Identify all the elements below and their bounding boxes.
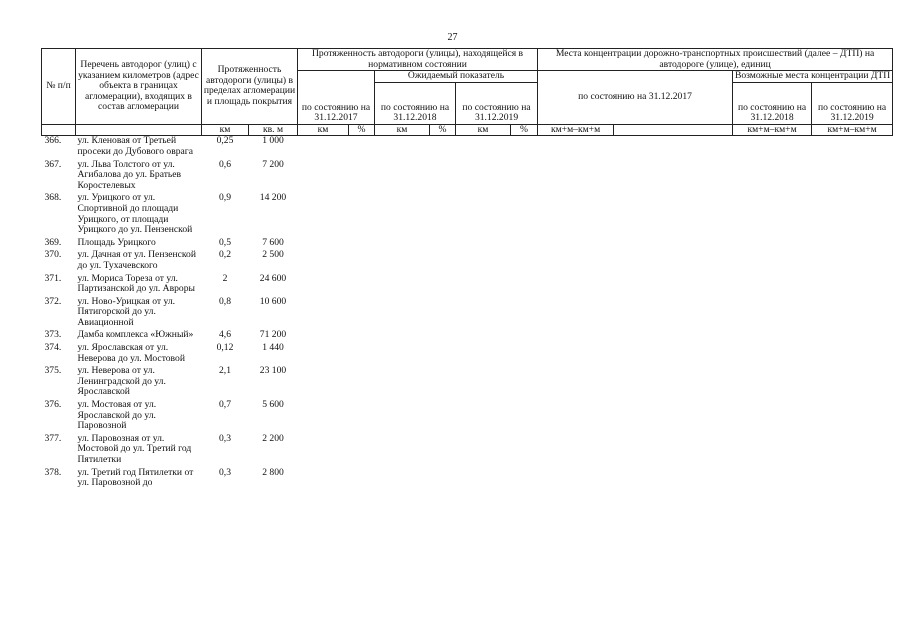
empty-cell <box>456 468 511 491</box>
empty-cell <box>456 366 511 400</box>
road-area-sqm: 10 600 <box>259 295 287 307</box>
empty-cell <box>349 193 375 237</box>
empty-cell <box>456 238 511 251</box>
empty-cell <box>349 343 375 366</box>
road-length-km: 0,3 <box>219 432 231 444</box>
empty-cell <box>511 238 538 251</box>
empty-cell <box>375 366 430 400</box>
empty-cell <box>812 238 893 251</box>
road-area-sqm: 2 200 <box>262 432 284 444</box>
empty-cell <box>614 434 733 468</box>
empty-cell <box>430 468 456 491</box>
table-row <box>42 366 893 400</box>
table-row <box>42 193 893 237</box>
empty-cell <box>349 274 375 297</box>
empty-cell <box>614 250 733 273</box>
empty-cell <box>614 400 733 434</box>
empty-cell <box>375 238 430 251</box>
unit-pct: % <box>430 124 456 136</box>
unit-km-m-range: км+м–км+м <box>538 124 614 136</box>
row-number: 373. <box>44 329 62 341</box>
empty-cell <box>375 400 430 434</box>
row-number: 372. <box>44 295 62 307</box>
empty-cell <box>349 434 375 468</box>
empty-cell <box>733 400 812 434</box>
road-name: Дамба комплекса «Южный» <box>77 329 194 341</box>
table-row <box>42 434 893 468</box>
empty-cell <box>456 434 511 468</box>
empty-cell <box>614 468 733 491</box>
unit-pct: % <box>349 124 375 136</box>
empty-cell <box>538 193 614 237</box>
header-possible-2018: по состоянию на 31.12.2018 <box>733 82 812 124</box>
header-normative-state: Протяженность автодороги (улицы), находящейся в нормативном состоянии <box>298 49 538 71</box>
empty-cell <box>298 400 349 434</box>
row-number: 371. <box>44 272 62 284</box>
empty-cell <box>511 400 538 434</box>
road-area-sqm: 1 440 <box>262 342 284 354</box>
empty-cell <box>733 250 812 273</box>
empty-cell <box>538 468 614 491</box>
empty-cell <box>298 274 349 297</box>
header-expected-2019: по состоянию на 31.12.2019 <box>456 82 538 124</box>
road-length-km: 0,7 <box>219 399 231 411</box>
table-header <box>42 49 893 136</box>
road-length-km: 0,5 <box>219 236 231 248</box>
empty-cell <box>614 238 733 251</box>
road-name: ул. Кленовая от Третьей просеки до Дубового оврага <box>77 135 193 157</box>
empty-cell <box>733 136 812 160</box>
empty-cell <box>456 400 511 434</box>
empty-cell <box>511 343 538 366</box>
road-length-km: 0,9 <box>219 192 231 204</box>
empty-cell <box>733 366 812 400</box>
empty-cell <box>733 434 812 468</box>
road-name: ул. Мостовая от ул. Ярославской до ул. Паровозной <box>77 399 157 432</box>
empty-cell <box>456 297 511 331</box>
road-name: ул. Урицкого от ул. Спортивной до площади Урицкого, от площади Урицкого до ул. Пензенской <box>77 192 193 236</box>
empty-cell <box>511 468 538 491</box>
empty-cell <box>812 468 893 491</box>
road-length-km: 0,6 <box>219 158 231 170</box>
road-area-sqm: 5 600 <box>262 399 284 411</box>
road-length-km: 4,6 <box>219 329 231 341</box>
empty-cell <box>456 330 511 343</box>
empty-cell <box>511 330 538 343</box>
road-area-sqm: 24 600 <box>259 272 287 284</box>
empty-cell <box>614 193 733 237</box>
empty-cell <box>298 160 349 194</box>
empty-cell <box>430 400 456 434</box>
empty-cell <box>298 250 349 273</box>
header-possible-dtp: Возможные места концентрации ДТП <box>733 71 893 83</box>
empty-cell <box>456 250 511 273</box>
empty-cell <box>812 297 893 331</box>
empty-cell <box>812 193 893 237</box>
empty-cell <box>812 366 893 400</box>
road-length-km: 0,2 <box>219 249 231 261</box>
row-number: 367. <box>44 158 62 170</box>
table-row <box>42 330 893 343</box>
empty-cell <box>812 250 893 273</box>
empty-cell <box>298 343 349 366</box>
empty-cell <box>375 343 430 366</box>
road-area-sqm: 14 200 <box>259 192 287 204</box>
road-name: ул. Неверова от ул. Ленинградской до ул. Ярославской <box>77 365 166 398</box>
empty-cell <box>298 297 349 331</box>
header-length-area: Протяженность автодороги (улицы) в пределах агломерации и площадь покрытия <box>202 49 298 125</box>
row-number: 370. <box>44 249 62 261</box>
empty-cell <box>430 330 456 343</box>
empty-cell <box>733 468 812 491</box>
empty-cell <box>812 343 893 366</box>
unit-km: км <box>456 124 511 136</box>
road-name: ул. Паровозная от ул. Мостовой до ул. Третий год Пятилетки <box>77 432 192 465</box>
empty-cell <box>614 160 733 194</box>
empty-cell <box>375 250 430 273</box>
header-normative-2017: по состоянию на 31.12.2017 <box>298 71 375 125</box>
table-row <box>42 468 893 491</box>
header-expected: Ожидаемый показатель <box>375 71 538 83</box>
header-row-number: № п/п <box>42 49 76 125</box>
row-number: 376. <box>44 399 62 411</box>
empty-cell <box>375 160 430 194</box>
unit-pct: % <box>511 124 538 136</box>
empty-cell <box>375 330 430 343</box>
empty-cell <box>511 434 538 468</box>
empty-cell <box>349 136 375 160</box>
empty-cell <box>538 297 614 331</box>
empty-cell <box>511 193 538 237</box>
empty-cell <box>456 160 511 194</box>
empty-cell <box>298 136 349 160</box>
empty-cell <box>733 274 812 297</box>
empty-cell <box>538 160 614 194</box>
road-length-km: 0,8 <box>219 295 231 307</box>
empty-cell <box>456 343 511 366</box>
empty-cell <box>375 297 430 331</box>
header-possible-2019: по состоянию на 31.12.2019 <box>812 82 893 124</box>
empty-cell <box>298 330 349 343</box>
empty-cell <box>456 136 511 160</box>
roads-table <box>41 48 893 491</box>
unit-km: км <box>202 124 249 136</box>
empty-cell <box>511 297 538 331</box>
row-number: 369. <box>44 236 62 248</box>
road-area-sqm: 71 200 <box>259 329 287 341</box>
table-row <box>42 343 893 366</box>
empty-cell <box>733 193 812 237</box>
table-row <box>42 136 893 160</box>
road-name: ул. Дачная от ул. Пензенской до ул. Тухачевского <box>77 249 196 271</box>
empty-cell <box>430 434 456 468</box>
unit-km: км <box>298 124 349 136</box>
empty-cell <box>430 160 456 194</box>
unit-km-m-range: км+м–км+м <box>812 124 893 136</box>
empty-cell <box>298 434 349 468</box>
road-length-km: 2 <box>222 272 228 284</box>
road-length-km: 0,3 <box>219 466 231 478</box>
road-length-km: 0,12 <box>216 342 234 354</box>
table-row <box>42 400 893 434</box>
road-name: ул. Ярославская от ул. Неверова до ул. Мостовой <box>77 342 185 364</box>
empty-cell <box>349 400 375 434</box>
road-area-sqm: 2 500 <box>262 249 284 261</box>
road-area-sqm: 7 600 <box>262 236 284 248</box>
empty-cell <box>430 238 456 251</box>
empty-cell <box>298 238 349 251</box>
empty-cell <box>375 193 430 237</box>
empty-cell <box>812 330 893 343</box>
empty-cell <box>614 274 733 297</box>
empty-cell <box>511 160 538 194</box>
empty-cell <box>349 160 375 194</box>
empty-cell <box>375 468 430 491</box>
road-name: ул. Льва Толстого от ул. Агибалова до ул. Братьев Коростелевых <box>77 158 182 191</box>
header-dtp-places: Места концентрации дорожно-транспортных происшествий (далее – ДТП) на автодороге (улице), единиц <box>538 49 893 71</box>
empty-cell <box>430 366 456 400</box>
empty-cell <box>430 250 456 273</box>
empty-cell <box>733 297 812 331</box>
empty-cell <box>812 400 893 434</box>
units-blank <box>42 124 76 136</box>
empty-cell <box>812 160 893 194</box>
empty-cell <box>349 250 375 273</box>
table-row <box>42 160 893 194</box>
unit-km: км <box>375 124 430 136</box>
empty-cell <box>430 343 456 366</box>
empty-cell <box>733 343 812 366</box>
empty-cell <box>733 330 812 343</box>
empty-cell <box>614 136 733 160</box>
empty-cell <box>538 330 614 343</box>
row-number: 377. <box>44 432 62 444</box>
empty-cell <box>430 297 456 331</box>
units-blank <box>76 124 202 136</box>
empty-cell <box>614 330 733 343</box>
table-body <box>42 136 893 491</box>
empty-cell <box>298 193 349 237</box>
page-number: 27 <box>447 32 458 43</box>
row-number: 375. <box>44 365 62 377</box>
empty-cell <box>375 136 430 160</box>
empty-cell <box>298 366 349 400</box>
road-area-sqm: 23 100 <box>259 365 287 377</box>
road-name: ул. Ново-Урицкая от ул. Пятигорской до ул. Авиационной <box>77 295 176 328</box>
empty-cell <box>812 434 893 468</box>
empty-cell <box>538 400 614 434</box>
empty-cell <box>375 434 430 468</box>
empty-cell <box>430 274 456 297</box>
empty-cell <box>614 366 733 400</box>
header-dtp-2017: по состоянию на 31.12.2017 <box>538 71 733 125</box>
empty-cell <box>456 193 511 237</box>
empty-cell <box>298 468 349 491</box>
header-expected-2018: по состоянию на 31.12.2018 <box>375 82 456 124</box>
row-number: 366. <box>44 135 62 147</box>
empty-cell <box>511 274 538 297</box>
empty-cell <box>538 136 614 160</box>
empty-cell <box>349 366 375 400</box>
road-area-sqm: 1 000 <box>262 135 284 147</box>
empty-cell <box>538 434 614 468</box>
empty-cell <box>614 343 733 366</box>
empty-cell <box>349 468 375 491</box>
table-row <box>42 250 893 273</box>
row-number: 368. <box>44 192 62 204</box>
empty-cell <box>538 366 614 400</box>
empty-cell <box>812 274 893 297</box>
empty-cell <box>511 250 538 273</box>
empty-cell <box>812 136 893 160</box>
empty-cell <box>375 274 430 297</box>
units-blank <box>614 124 733 136</box>
empty-cell <box>430 193 456 237</box>
empty-cell <box>538 250 614 273</box>
empty-cell <box>456 274 511 297</box>
road-length-km: 2,1 <box>219 365 231 377</box>
road-name: Площадь Урицкого <box>77 236 156 248</box>
row-number: 378. <box>44 466 62 478</box>
empty-cell <box>538 274 614 297</box>
road-area-sqm: 7 200 <box>262 158 284 170</box>
empty-cell <box>538 343 614 366</box>
unit-km-m-range: км+м–км+м <box>733 124 812 136</box>
empty-cell <box>614 297 733 331</box>
road-length-km: 0,25 <box>216 135 234 147</box>
empty-cell <box>733 238 812 251</box>
road-name: ул. Третий год Пятилетки от ул. Паровозной до <box>77 466 194 489</box>
row-number: 374. <box>44 342 62 354</box>
empty-cell <box>349 330 375 343</box>
table-row <box>42 297 893 331</box>
empty-cell <box>538 238 614 251</box>
empty-cell <box>511 366 538 400</box>
empty-cell <box>511 136 538 160</box>
empty-cell <box>430 136 456 160</box>
table-row <box>42 274 893 297</box>
header-road-list: Перечень автодорог (улиц) с указанием километров (адрес объекта в границах агломерации), входящих в состав агломерации <box>76 49 202 125</box>
empty-cell <box>349 238 375 251</box>
empty-cell <box>733 160 812 194</box>
unit-sq-m: кв. м <box>249 124 298 136</box>
road-area-sqm: 2 800 <box>262 466 284 478</box>
empty-cell <box>349 297 375 331</box>
road-name: ул. Мориса Тореза от ул. Партизанской до ул. Авроры <box>77 272 195 295</box>
